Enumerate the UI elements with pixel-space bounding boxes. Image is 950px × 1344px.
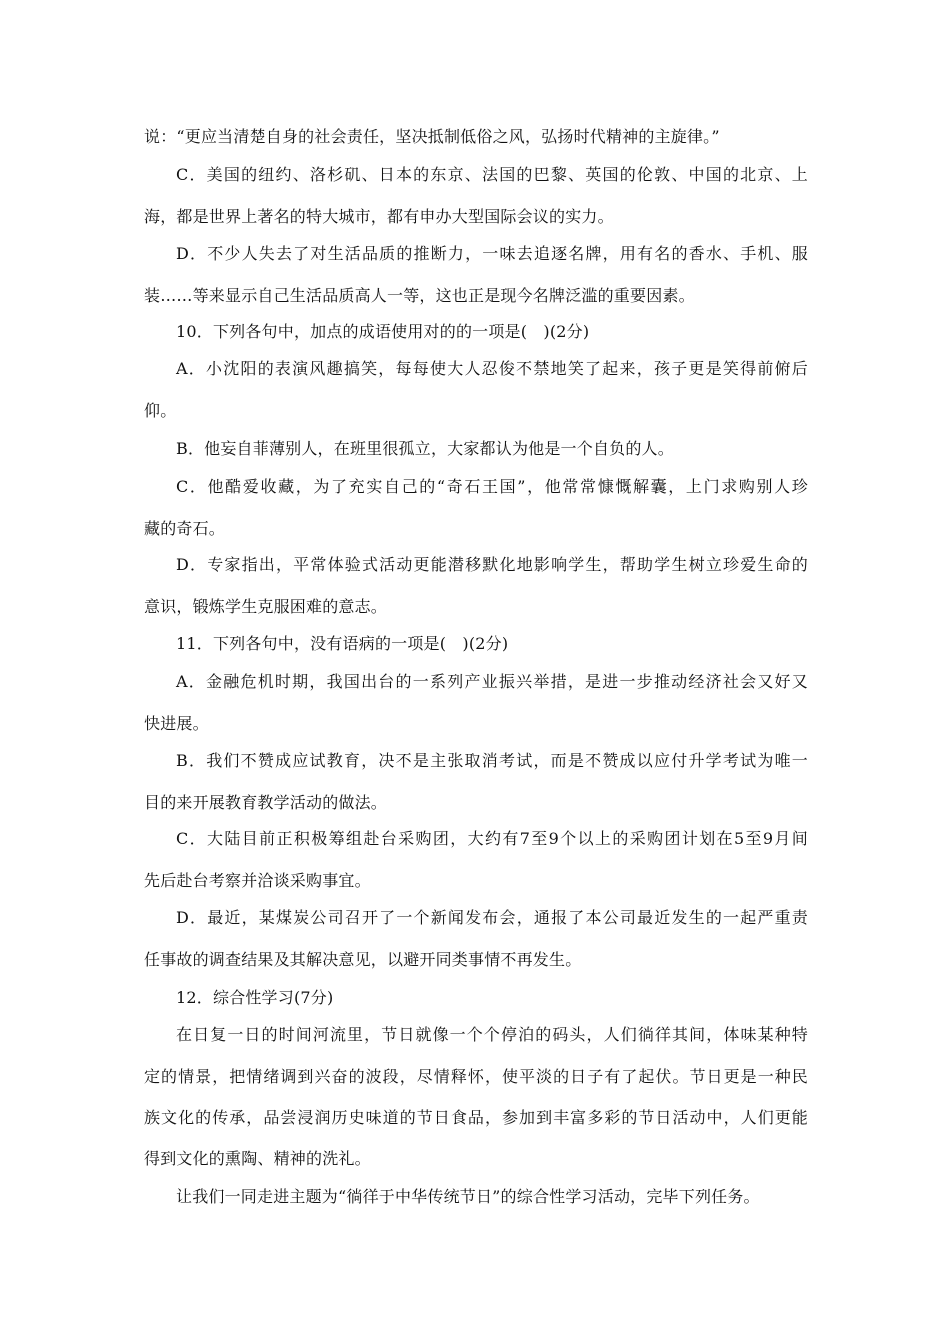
text-line: 仰。 xyxy=(144,401,177,420)
option-c-line: C．大陆目前正积极筹组赴台采购团，大约有7至9个以上的采购团计划在5至9月间 xyxy=(176,829,808,848)
text-line: 目的来开展教育教学活动的做法。 xyxy=(144,793,388,812)
option-c-line: C．他酷爱收藏，为了充实自己的“奇石王国”，他常常慷慨解囊，上门求购别人珍 xyxy=(176,477,808,496)
question-10-title: 10．下列各句中，加点的成语使用对的的一项是( )(2分) xyxy=(176,322,590,341)
text-line: 藏的奇石。 xyxy=(144,519,226,538)
text-line: 海，都是世界上著名的特大城市，都有申办大型国际会议的实力。 xyxy=(144,207,614,226)
option-a-line: A．小沈阳的表演风趣搞笑，每每使大人忍俊不禁地笑了起来，孩子更是笑得前俯后 xyxy=(176,359,808,378)
text-line: 说：“更应当清楚自身的社会责任，坚决抵制低俗之风，弘扬时代精神的主旋律。” xyxy=(144,127,720,146)
option-d-line: D．最近，某煤炭公司召开了一个新闻发布会，通报了本公司最近发生的一起严重责 xyxy=(176,908,808,927)
text-line: 快进展。 xyxy=(144,714,209,733)
option-c-line: C．美国的纽约、洛杉矶、日本的东京、法国的巴黎、英国的伦敦、中国的北京、上 xyxy=(176,165,808,184)
text-line: 装……等来显示自己生活品质高人一等，这也正是现今名牌泛滥的重要因素。 xyxy=(144,286,695,305)
instruction-line: 让我们一同走进主题为“徜徉于中华传统节日”的综合性学习活动，完毕下列任务。 xyxy=(176,1187,760,1206)
question-12-title: 12．综合性学习(7分) xyxy=(176,988,334,1007)
option-d-line: D．不少人失去了对生活品质的推断力，一味去追逐名牌，用有名的香水、手机、服 xyxy=(176,244,808,263)
option-b-line: B．我们不赞成应试教育，决不是主张取消考试，而是不赞成以应付升学考试为唯一 xyxy=(176,751,808,770)
paragraph-line: 在日复一日的时间河流里，节日就像一个个停泊的码头，人们徜徉其间，体味某种特 xyxy=(176,1025,808,1044)
text-line: 任事故的调查结果及其解决意见，以避开同类事情不再发生。 xyxy=(144,950,582,969)
paragraph-line: 定的情景，把情绪调到兴奋的波段，尽情释怀，使平淡的日子有了起伏。节日更是一种民 xyxy=(144,1067,808,1086)
question-11-title: 11．下列各句中，没有语病的一项是( )(2分) xyxy=(176,634,509,653)
option-d-line: D．专家指出，平常体验式活动更能潜移默化地影响学生，帮助学生树立珍爱生命的 xyxy=(176,555,808,574)
option-b-line: B．他妄自菲薄别人，在班里很孤立，大家都认为他是一个自负的人。 xyxy=(176,439,674,458)
paragraph-line: 族文化的传承，品尝浸润历史味道的节日食品，参加到丰富多彩的节日活动中，人们更能 xyxy=(144,1108,808,1127)
text-line: 先后赴台考察并洽谈采购事宜。 xyxy=(144,871,371,890)
text-line: 意识，锻炼学生克服困难的意志。 xyxy=(144,597,388,616)
option-a-line: A．金融危机时期，我国出台的一系列产业振兴举措，是进一步推动经济社会又好又 xyxy=(176,672,808,691)
paragraph-line: 得到文化的熏陶、精神的洗礼。 xyxy=(144,1149,371,1168)
